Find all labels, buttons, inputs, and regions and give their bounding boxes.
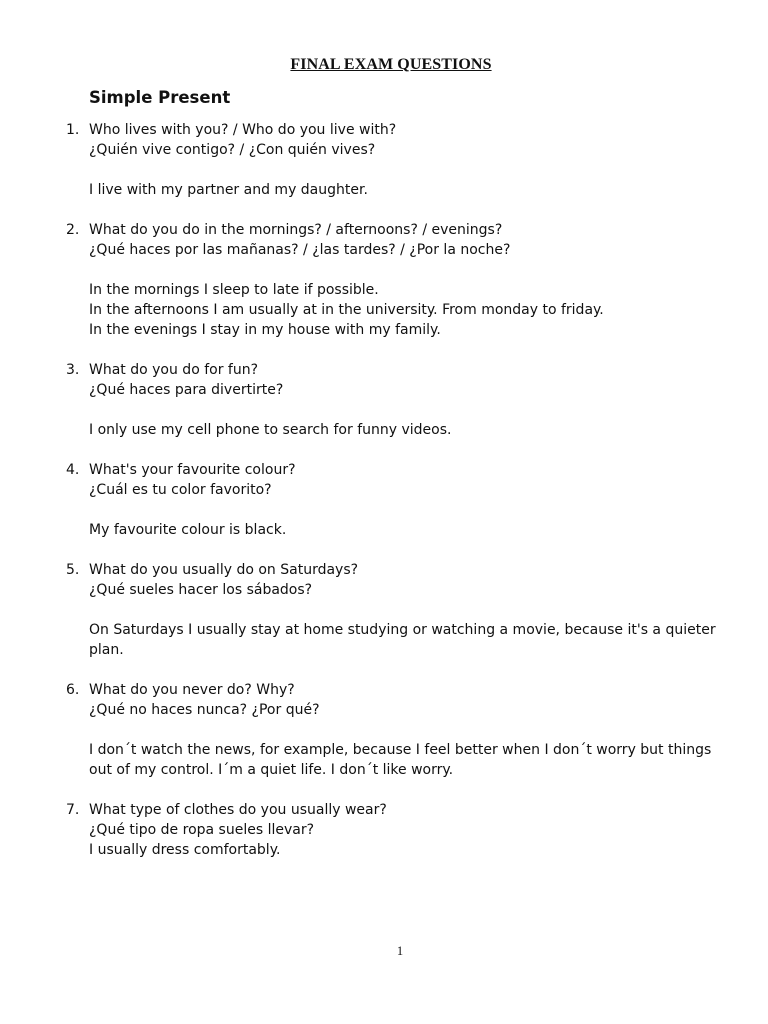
spacer bbox=[89, 400, 689, 420]
answer-line: My favourite colour is black. bbox=[89, 522, 287, 538]
question-spanish: ¿Qué sueles hacer los sábados? bbox=[89, 582, 313, 598]
spacer bbox=[89, 260, 689, 280]
answer-line: On Saturdays I usually stay at home studying or watching a movie, because it's a quieter bbox=[89, 622, 716, 638]
question-number: 4. bbox=[66, 462, 80, 478]
question-spanish: ¿Quién vive contigo? / ¿Con quién vives? bbox=[89, 142, 376, 158]
question-english: What do you never do? Why? bbox=[89, 682, 295, 698]
question-spanish: ¿Qué haces para divertirte? bbox=[89, 382, 284, 398]
question-spanish: ¿Qué no haces nunca? ¿Por qué? bbox=[89, 702, 320, 718]
document-title: FINAL EXAM QUESTIONS bbox=[290, 56, 492, 73]
question-body bbox=[89, 220, 689, 340]
question-item bbox=[0, 360, 768, 440]
answer-line: In the mornings I sleep to late if possible. bbox=[89, 282, 379, 298]
question-number: 2. bbox=[66, 222, 80, 238]
spacer bbox=[89, 160, 689, 180]
question-number: 7. bbox=[66, 802, 80, 818]
question-english: Who lives with you? / Who do you live with? bbox=[89, 122, 397, 138]
question-item bbox=[0, 120, 768, 200]
question-item bbox=[0, 220, 768, 340]
question-body bbox=[89, 560, 716, 660]
question-item bbox=[0, 460, 768, 540]
answer-line: I usually dress comfortably. bbox=[89, 842, 281, 858]
question-number: 1. bbox=[66, 122, 80, 138]
question-number: 3. bbox=[66, 362, 80, 378]
spacer bbox=[89, 600, 689, 620]
question-list bbox=[0, 120, 768, 880]
spacer bbox=[89, 500, 689, 520]
answer-line: I don´t watch the news, for example, because I feel better when I don´t worry but things bbox=[89, 742, 712, 758]
page-number: 1 bbox=[396, 944, 404, 958]
question-item bbox=[0, 680, 768, 780]
question-english: What do you usually do on Saturdays? bbox=[89, 562, 359, 578]
question-body bbox=[89, 680, 712, 780]
answer-line: out of my control. I´m a quiet life. I don´t like worry. bbox=[89, 762, 454, 778]
question-body bbox=[89, 800, 689, 860]
question-spanish: ¿Cuál es tu color favorito? bbox=[89, 482, 272, 498]
question-english: What's your favourite colour? bbox=[89, 462, 296, 478]
answer-line: I live with my partner and my daughter. bbox=[89, 182, 368, 198]
question-item bbox=[0, 560, 768, 660]
question-english: What type of clothes do you usually wear? bbox=[89, 802, 387, 818]
question-number: 6. bbox=[66, 682, 80, 698]
answer-line: In the evenings I stay in my house with my family. bbox=[89, 322, 441, 338]
question-english: What do you do for fun? bbox=[89, 362, 259, 378]
question-number: 5. bbox=[66, 562, 80, 578]
question-spanish: ¿Qué tipo de ropa sueles llevar? bbox=[89, 822, 315, 838]
answer-line: In the afternoons I am usually at in the university. From monday to friday. bbox=[89, 302, 604, 318]
question-body bbox=[89, 460, 689, 540]
answer-line: I only use my cell phone to search for funny videos. bbox=[89, 422, 452, 438]
answer-line: plan. bbox=[89, 642, 124, 658]
question-spanish: ¿Qué haces por las mañanas? / ¿las tardes? / ¿Por la noche? bbox=[89, 242, 511, 258]
question-english: What do you do in the mornings? / afternoons? / evenings? bbox=[89, 222, 503, 238]
question-body bbox=[89, 120, 689, 200]
question-item bbox=[0, 800, 768, 860]
question-body bbox=[89, 360, 689, 440]
section-heading: Simple Present bbox=[89, 88, 231, 107]
spacer bbox=[89, 720, 689, 740]
